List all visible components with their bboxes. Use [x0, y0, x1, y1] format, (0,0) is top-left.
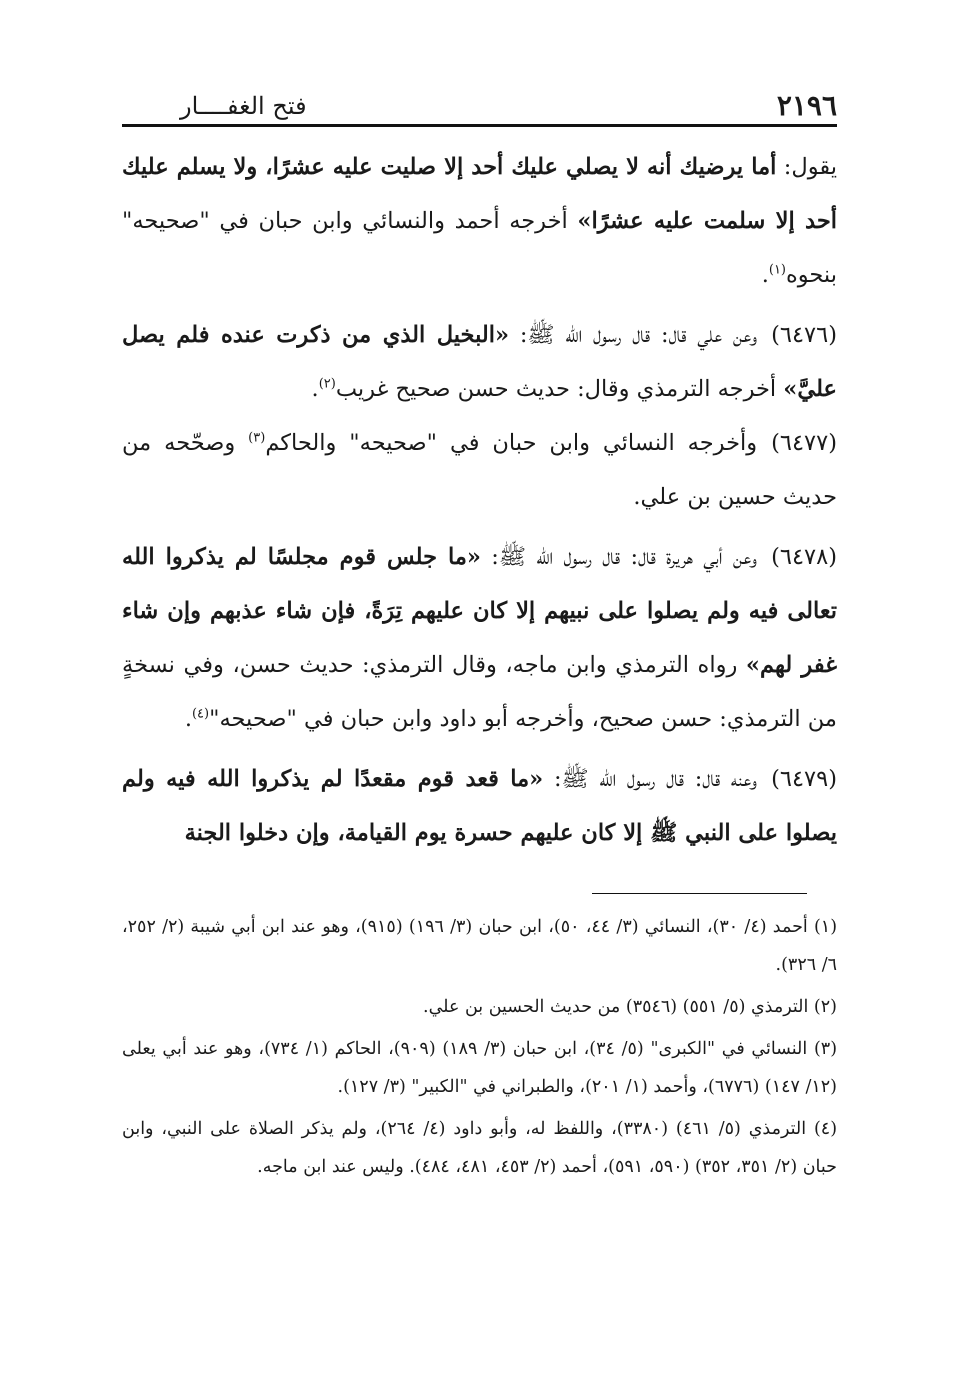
hadith-number: (٦٤٧٦)	[771, 322, 838, 348]
hadith-quote: «ما جلس قوم مجلسًا لم يذكروا الله تعالى فيه ولم يصلوا على نبيهم إلا كان عليهم تِرَةً، فإن شاء عذبهم وإن شاء غفر لهم»	[122, 544, 837, 678]
text-segment: رواه الترمذي وابن ماجه، وقال الترمذي: حديث حسن، وفي نسخةٍ من الترمذي: حسن صحيح، وأخرجه أبو داود وابن حبان في "صحيحه"	[122, 652, 837, 732]
text-segment: أخرجه أحمد والنسائي وابن حبان في "صحيحه" بنحوه	[122, 208, 837, 288]
text-segment: وأخرجه النسائي وابن حبان في "صحيحه" والحاكم	[265, 430, 758, 456]
main-text	[122, 140, 837, 860]
text-segment: وصحّحه من حديث حسين بن علي.	[122, 430, 837, 510]
footnote-2: (٢) الترمذي (٥/ ٥٥١) (٣٥٤٦) من حديث الحسين بن علي.	[423, 997, 837, 1017]
footnote-ref: (١)	[768, 262, 786, 278]
text-segment: وعنه قال: قال رسول الله ﷺ:	[543, 766, 758, 792]
text-segment: .	[761, 262, 769, 288]
page-header	[122, 82, 837, 127]
footnote-ref: (٢)	[318, 376, 336, 392]
footnote-ref: (٤)	[191, 706, 210, 722]
hadith-quote: أما يرضيك أنه لا يصلي عليك أحد إلا صليت عليه عشرًا، ولا يسلم عليك أحد إلا سلمت عليه عشرًا»	[122, 154, 837, 234]
text-segment: يقول:	[776, 154, 837, 180]
hadith-number: (٦٤٧٧)	[771, 430, 837, 456]
running-title: فتح الغفــــار	[180, 92, 307, 120]
hadith-quote: «ما قعد قوم مقعدًا لم يذكروا الله فيه ولم يصلوا على النبي ﷺ إلا كان عليهم حسرة يوم القيامة، وإن دخلوا الجنة	[122, 766, 837, 846]
footnotes	[122, 908, 837, 1190]
page-number: ٢١٩٦	[776, 89, 837, 122]
text-segment: وعن أبي هريرة قال: قال رسول الله ﷺ:	[480, 544, 758, 570]
hadith-number: (٦٤٧٨)	[771, 544, 837, 570]
hadith-6477	[122, 416, 837, 524]
hadith-6476	[122, 308, 837, 416]
footnote-divider	[592, 893, 807, 894]
text-segment: .	[311, 376, 319, 402]
text-segment: وعن علي قال: قال رسول الله ﷺ:	[509, 322, 758, 348]
footnote-ref: (٣)	[248, 430, 266, 446]
text-segment: أخرجه الترمذي وقال: حديث حسن صحيح غريب	[335, 376, 784, 402]
hadith-6478	[122, 530, 837, 746]
paragraph-continuation	[122, 140, 837, 302]
text-segment: .	[184, 706, 192, 732]
footnote-3: (٣) النسائي في "الكبرى" (٥/ ٣٤)، ابن حبان (٣/ ١٨٩) (٩٠٩)، الحاكم (١/ ٧٣٤)، وهو عند أبي يعلى (١٢/ ١٤٧) (٦٧٧٦)، وأحمد (١/ ٢٠١)، والطبراني في "الكبير" (٣/ ١٢٧).	[122, 1039, 838, 1097]
footnote-4: (٤) الترمذي (٥/ ٤٦١) (٣٣٨٠)، واللفظ له، وأبو داود (٤/ ٢٦٤)، ولم يذكر الصلاة على النبي، وابن حبان (٢/ ٣٥١، ٣٥٢) (٥٩٠، ٥٩١)، أحمد (٢/ ٤٥٣، ٤٨١، ٤٨٤). وليس عند ابن ماجه.	[122, 1119, 838, 1177]
hadith-6479	[122, 752, 837, 860]
hadith-number: (٦٤٧٩)	[771, 766, 837, 792]
footnote-1: (١) أحمد (٤/ ٣٠)، النسائي (٣/ ٤٤، ٥٠)، ابن حبان (٣/ ١٩٦) (٩١٥)، وهو عند ابن أبي شيبة (٢/ ٢٥٢، ٦/ ٣٢٦).	[122, 917, 838, 975]
hadith-quote: «البخيل الذي من ذكرت عنده فلم يصل عليَّ»	[122, 322, 837, 402]
